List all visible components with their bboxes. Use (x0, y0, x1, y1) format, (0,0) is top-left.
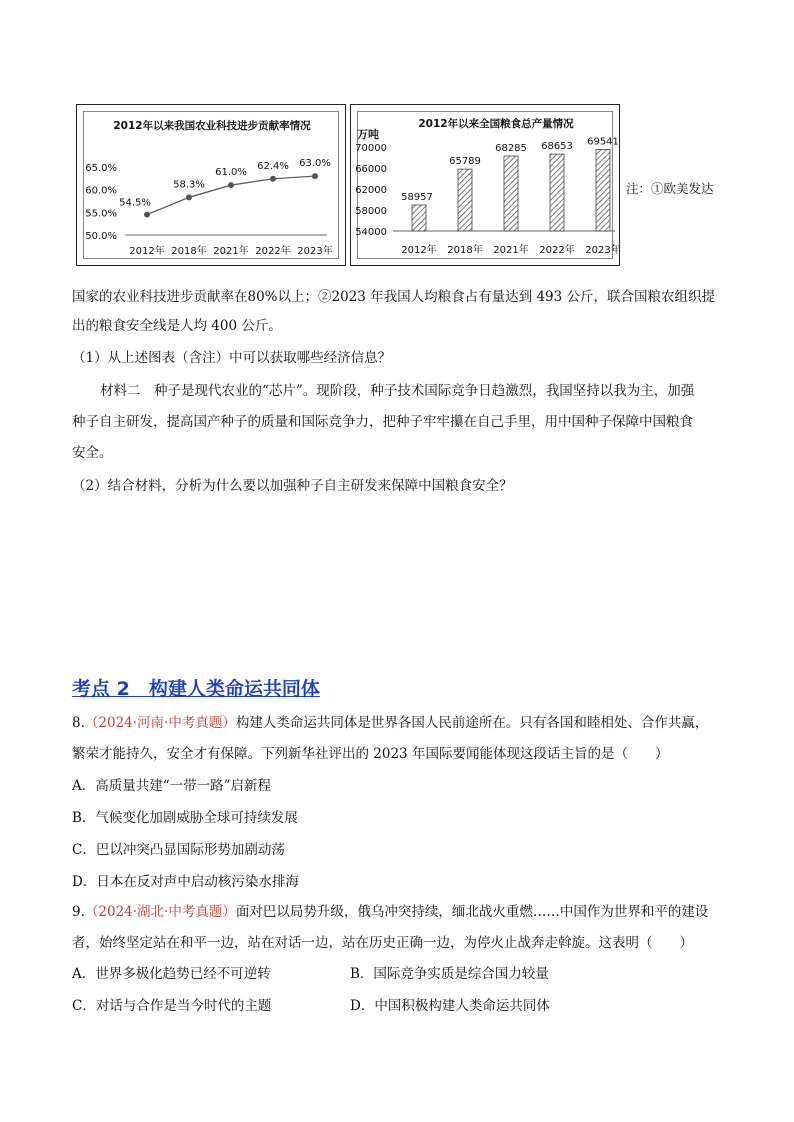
y-tick-label: 55.0% (85, 208, 117, 220)
chart-note: 注：①欧美发达 (626, 181, 714, 196)
data-label: 58.3% (173, 179, 205, 191)
x-tick-label: 2012年 (129, 246, 165, 257)
question-9-text-1: 面对巴以局势升级，俄乌冲突持续，缅北战火重燃……中国作为世界和平的建设 (235, 904, 709, 920)
bar-chart-svg (351, 105, 621, 267)
y-tick-label: 54000 (355, 227, 387, 238)
material-2-line-1: 材料二 种子是现代农业的“芯片”。现阶段，种子技术国际竞争日趋激烈，我国坚持以我为主，加强 (100, 383, 695, 399)
data-point (228, 182, 234, 188)
x-tick-label: 2018年 (447, 245, 483, 256)
x-tick-label: 2023年 (297, 246, 333, 257)
question-8-line-2: 繁荣才能持久，安全才有保障。下列新华社评出的 2023 年国际要闻能体现这段话主旨的是（ ） (72, 746, 669, 762)
question-1: （1）从上述图表（含注）中可以获取哪些经济信息？ (72, 350, 392, 366)
y-tick-label: 50.0% (85, 231, 117, 242)
question-9-line-2: 者，始终坚定站在和平一边，站在对话一边，站在历史正确一边，为停火止战奔走斡旋。这表明（ ） (72, 935, 693, 951)
question-8-line-1 (72, 713, 708, 734)
data-label: 58957 (401, 191, 433, 203)
note-line-2: 国家的农业科技进步贡献率在80%以上；②2023 年我国人均粮食占有量达到 493 公斤，联合国粮农组织提 (72, 289, 716, 305)
question-9-option-a: A．世界多极化趋势已经不可逆转 (72, 966, 271, 982)
question-9-option-d: D．中国积极构建人类命运共同体 (350, 998, 550, 1014)
question-8-text-1: 构建人类命运共同体是世界各国人民前途所在。只有各国和睦相处、合作共赢， (235, 715, 709, 731)
question-9-source: （2024·湖北·中考真题） (84, 904, 236, 920)
data-label: 69541 (587, 136, 619, 148)
bar (412, 205, 426, 231)
note-line-3: 出的粮食安全线是人均 400 公斤。 (72, 318, 282, 334)
chart-tech-contribution (76, 104, 346, 266)
y-tick-label: 65.0% (85, 163, 117, 174)
data-label: 54.5% (119, 197, 151, 209)
bar (458, 169, 472, 231)
data-label: 62.4% (257, 160, 289, 172)
x-tick-label: 2023年 (585, 245, 621, 256)
data-point (312, 173, 318, 179)
question-9-number: 9. (72, 904, 85, 920)
data-label: 63.0% (299, 158, 331, 170)
x-tick-label: 2022年 (539, 245, 575, 256)
data-label: 61.0% (215, 167, 247, 179)
material-2-line-3: 安全。 (72, 445, 113, 461)
question-8-source: （2024·河南·中考真题） (84, 715, 236, 731)
chart-title: 2012年以来我国农业科技进步贡献率情况 (113, 120, 311, 132)
data-point (186, 194, 192, 200)
question-8-option-a: A．高质量共建“一带一路”启新程 (72, 778, 272, 794)
question-8-option-b: B．气候变化加剧威胁全球可持续发展 (72, 810, 298, 826)
data-point (144, 212, 150, 218)
bar (550, 154, 564, 231)
line-chart-svg (77, 105, 347, 267)
y-tick-label: 70000 (355, 143, 387, 154)
data-label: 68285 (495, 143, 527, 155)
y-tick-label: 58000 (355, 206, 387, 217)
material-2-line-2: 种子自主研发，提高国产种子的质量和国际竞争力，把种子牢牢攥在自己手里，用中国种子保障中国粮食 (72, 414, 693, 430)
bar (596, 149, 610, 231)
x-tick-label: 2021年 (493, 245, 529, 256)
question-8-option-c: C．巴以冲突凸显国际形势加剧动荡 (72, 842, 285, 858)
y-tick-label: 66000 (355, 164, 387, 175)
question-9-line-1 (72, 902, 708, 923)
question-8-number: 8. (72, 715, 85, 731)
data-label: 65789 (449, 156, 481, 168)
question-9-option-b: B．国际竞争实质是综合国力较量 (350, 966, 549, 982)
x-tick-label: 2012年 (401, 245, 437, 256)
question-2: （2）结合材料，分析为什么要以加强种子自主研发来保障中国粮食安全？ (72, 478, 513, 494)
bar (504, 156, 518, 231)
section-title: 考点 2 构建人类命运共同体 (72, 678, 320, 700)
data-label: 68653 (541, 141, 573, 153)
x-tick-label: 2021年 (213, 246, 249, 257)
question-9-option-c: C．对话与合作是当今时代的主题 (72, 998, 272, 1014)
data-point (270, 176, 276, 182)
chart-title: 2012年以来全国粮食总产量情况 (418, 118, 574, 130)
x-tick-label: 2018年 (171, 246, 207, 257)
x-tick-label: 2022年 (255, 246, 291, 257)
y-tick-label: 62000 (355, 185, 387, 196)
question-8-option-d: D．日本在反对声中启动核污染水排海 (72, 874, 299, 890)
chart-grain-output (350, 104, 620, 266)
y-axis-unit: 万吨 (357, 128, 379, 141)
y-tick-label: 60.0% (85, 185, 117, 197)
